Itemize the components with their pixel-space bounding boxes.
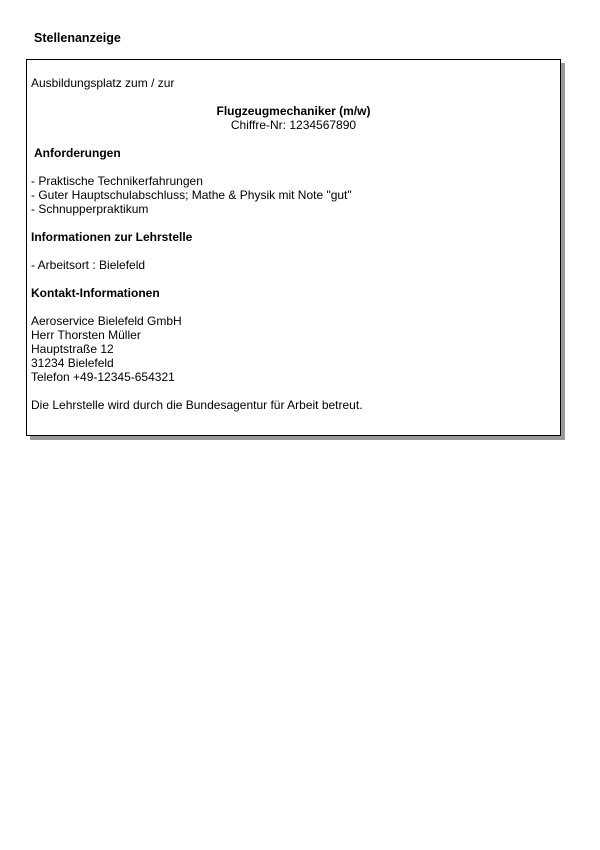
contact-phone: Telefon +49-12345-654321 bbox=[31, 370, 175, 384]
job-ad-box bbox=[26, 59, 561, 436]
list-item: - Praktische Technikerfahrungen bbox=[31, 174, 203, 188]
contact-person: Herr Thorsten Müller bbox=[31, 328, 141, 342]
contact-street: Hauptstraße 12 bbox=[31, 342, 114, 356]
contact-company: Aeroservice Bielefeld GmbH bbox=[31, 314, 182, 328]
contact-heading: Kontakt-Informationen bbox=[31, 286, 160, 300]
list-item: - Guter Hauptschulabschluss; Mathe & Physik mit Note "gut" bbox=[31, 188, 352, 202]
info-list bbox=[31, 258, 556, 272]
ad-intro: Ausbildungsplatz zum / zur bbox=[31, 76, 175, 90]
requirements-heading: Anforderungen bbox=[34, 146, 121, 160]
job-code: Chiffre-Nr: 1234567890 bbox=[230, 118, 357, 132]
contact-city: 31234 Bielefeld bbox=[31, 356, 114, 370]
requirements-list bbox=[31, 174, 556, 216]
list-item: - Schnupperpraktikum bbox=[31, 202, 149, 216]
footer-note: Die Lehrstelle wird durch die Bundesagentur für Arbeit betreut. bbox=[31, 398, 363, 412]
page-title: Stellenanzeige bbox=[34, 31, 121, 45]
info-heading: Informationen zur Lehrstelle bbox=[31, 230, 193, 244]
job-header bbox=[31, 104, 556, 132]
list-item: - Arbeitsort : Bielefeld bbox=[31, 258, 146, 272]
job-ad-content bbox=[31, 76, 556, 412]
contact-address bbox=[31, 314, 556, 384]
job-title: Flugzeugmechaniker (m/w) bbox=[216, 104, 371, 118]
